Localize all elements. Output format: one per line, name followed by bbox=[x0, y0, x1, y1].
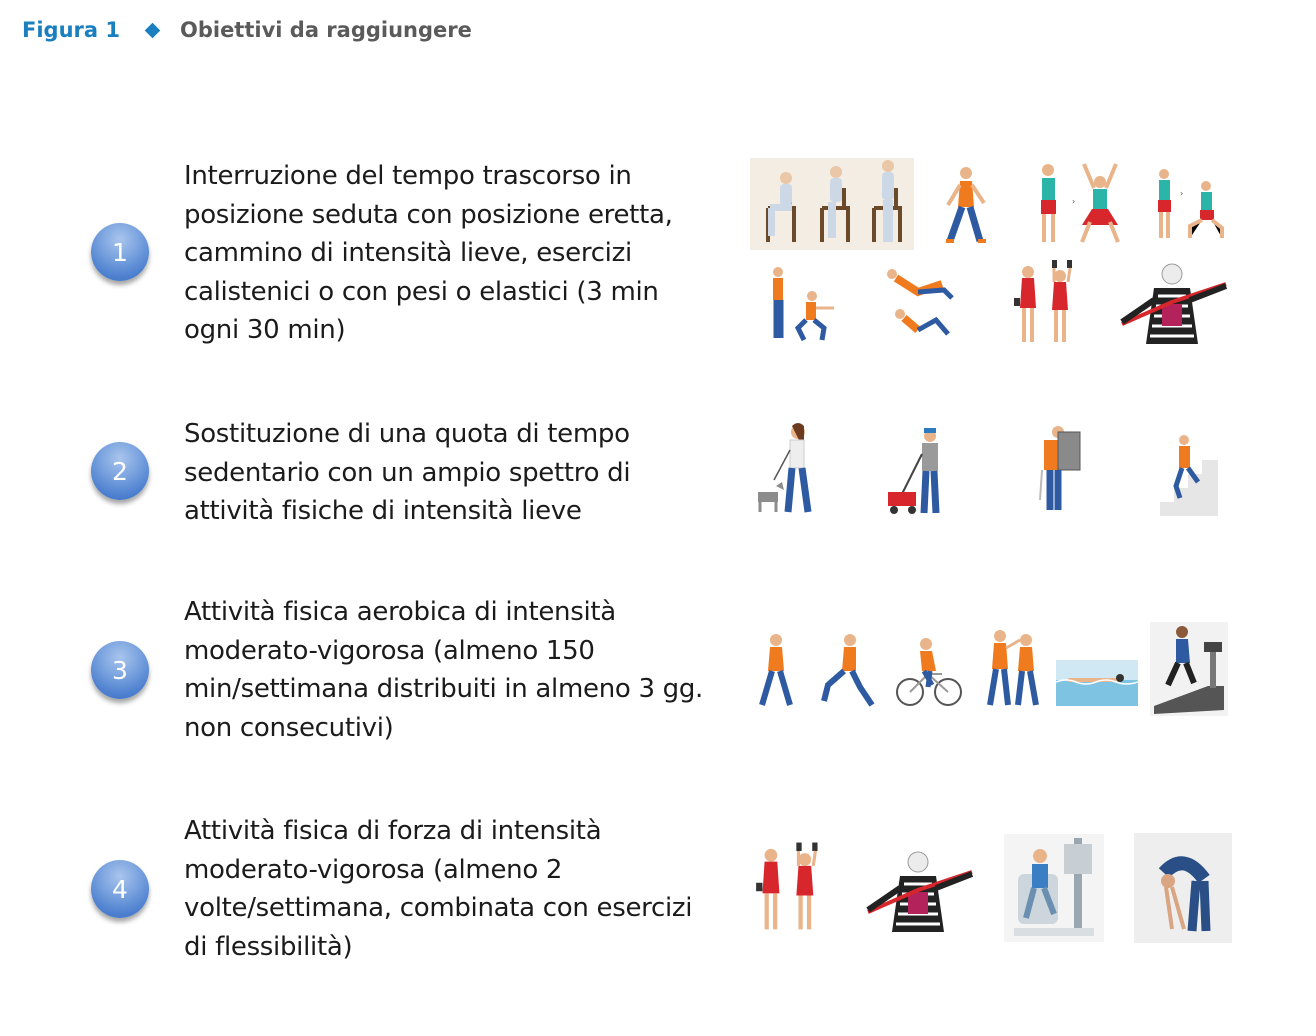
squat-icon bbox=[768, 262, 838, 344]
figure-header bbox=[22, 14, 472, 46]
sit-to-stand-icon bbox=[750, 158, 914, 250]
sit-up-icon bbox=[878, 264, 958, 340]
svg-text:›: › bbox=[1180, 189, 1184, 198]
elastic-band-icon bbox=[864, 848, 976, 936]
figure-label: Figura 1 bbox=[22, 18, 120, 42]
goal-number-badge: 3 bbox=[91, 641, 149, 699]
goal-number-badge: 4 bbox=[91, 860, 149, 918]
walking-person-icon bbox=[938, 165, 994, 247]
weight-machine-icon bbox=[1004, 834, 1104, 942]
dumbbell-curl-icon bbox=[1012, 258, 1080, 346]
goal-text: Attività fisica di forza di intensità moderato-vigorosa (almeno 2 volte/settimana, combinata con esercizi di flessibilità) bbox=[184, 816, 693, 962]
stair-climbing-icon bbox=[1160, 430, 1218, 516]
jumping-jacks-icon bbox=[1030, 160, 1126, 246]
figure-title: Obiettivi da raggiungere bbox=[179, 18, 472, 42]
lawn-mowing-icon bbox=[886, 426, 956, 518]
goal-text: Interruzione del tempo trascorso in posizione seduta con posizione eretta, cammino di intensità lieve, esercizi calistenici o con pesi o elastici (3 min ogni 30 min) bbox=[184, 161, 673, 345]
dumbbell-curl-icon bbox=[754, 840, 826, 934]
running-person-icon bbox=[820, 632, 876, 710]
treadmill-icon bbox=[1150, 622, 1228, 716]
swimming-icon bbox=[1056, 660, 1138, 706]
dog-walking-icon bbox=[750, 422, 822, 518]
cycling-icon bbox=[896, 634, 964, 710]
walking-person-icon bbox=[752, 632, 800, 710]
lunge-icon bbox=[1150, 164, 1230, 244]
goal-text: Sostituzione di una quota di tempo sedentario con un ampio spettro di attività fisiche di intensità lieve bbox=[184, 419, 631, 526]
forward-bend-stretch-icon bbox=[1134, 833, 1232, 943]
goal-number-badge: 2 bbox=[91, 442, 149, 500]
carrying-box-icon bbox=[1038, 420, 1088, 514]
dancing-couple-icon bbox=[984, 628, 1044, 710]
goal-number-badge: 1 bbox=[91, 223, 149, 281]
elastic-band-icon bbox=[1118, 260, 1230, 348]
goal-text: Attività fisica aerobica di intensità moderato-vigorosa (almeno 150 min/settimana distribuiti in almeno 3 gg. non consecutivi) bbox=[184, 597, 704, 743]
svg-text:›: › bbox=[1072, 197, 1076, 206]
diamond-icon bbox=[145, 22, 161, 38]
